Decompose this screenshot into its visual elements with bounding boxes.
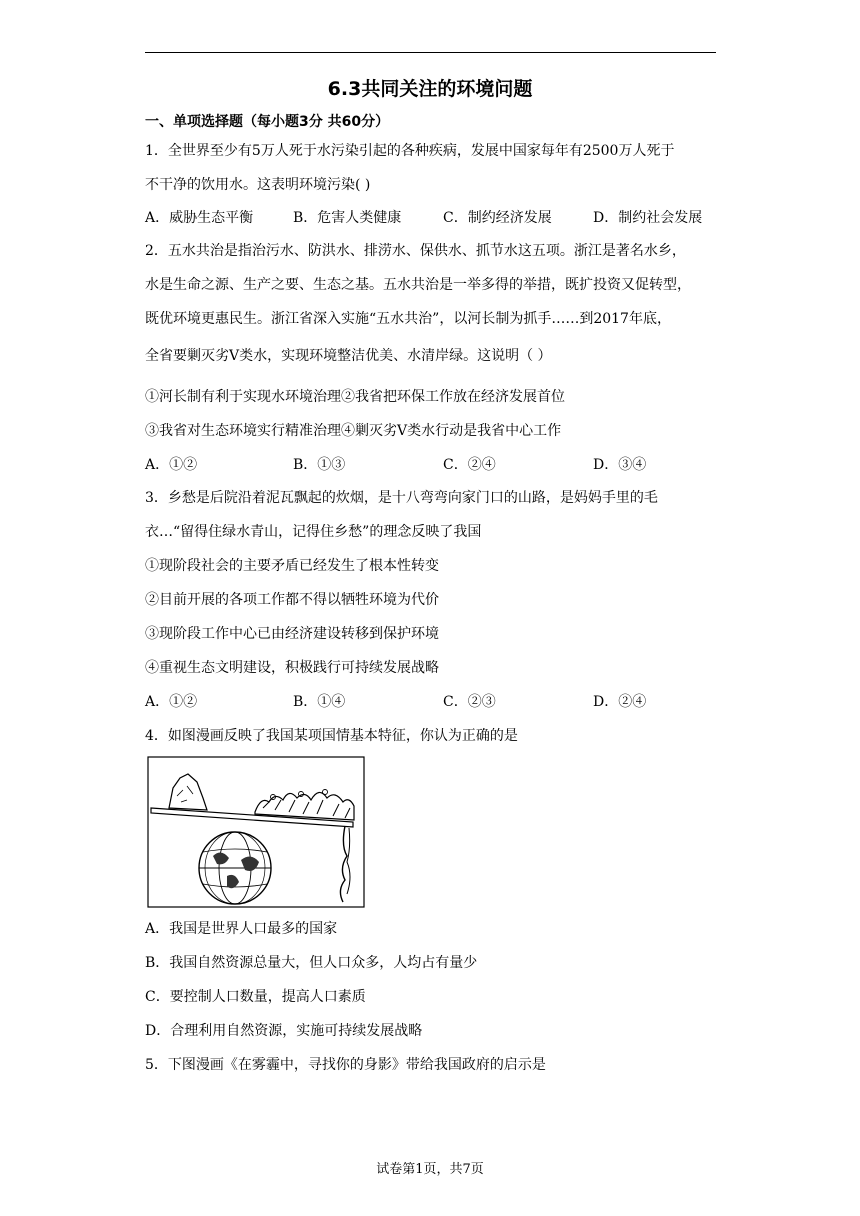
q1-option-c: C．制约经济发展	[443, 210, 552, 226]
q3-option-d: D．②④	[593, 694, 647, 710]
q3-statement-4: ④重视生态文明建设，积极践行可持续发展战略	[145, 660, 439, 676]
q3-option-a: A．①②	[145, 694, 198, 710]
q1-option-b: B．危害人类健康	[293, 210, 402, 226]
cartoon-figure	[147, 756, 365, 908]
q3-line-2: 衣…“留得住绿水青山，记得住乡愁”的理念反映了我国	[145, 524, 482, 540]
q2-line-1: 2．五水共治是指治污水、防洪水、排涝水、保供水、抓节水这五项。浙江是著名水乡，	[145, 243, 686, 259]
q4-option-c: C．要控制人口数量，提高人口素质	[145, 989, 366, 1005]
q2-option-a: A．①②	[145, 457, 198, 473]
q1-line-1: 1．全世界至少有5万人死于水污染引起的各种疾病，发展中国家每年有2500万人死于	[145, 143, 675, 159]
seesaw-globe-cartoon	[147, 756, 365, 908]
q3-option-b: B．①④	[293, 694, 346, 710]
page-footer: 试卷第1页，共7页	[376, 1162, 484, 1177]
q1-option-a: A．威胁生态平衡	[145, 210, 254, 226]
section-heading: 一、单项选择题（每小题3分 共60分）	[145, 114, 390, 130]
q2-option-d: D．③④	[593, 457, 647, 473]
q2-statement-1: ①河长制有利于实现水环境治理②我省把环保工作放在经济发展首位	[145, 389, 565, 405]
q1-option-d: D．制约社会发展	[593, 210, 703, 226]
q2-option-b: B．①③	[293, 457, 346, 473]
q2-line-3: 既优环境更惠民生。浙江省深入实施“五水共治”，以河长制为抓手……到2017年底，	[145, 311, 671, 327]
q5-line-1: 5．下图漫画《在雾霾中，寻找你的身影》带给我国政府的启示是	[145, 1057, 546, 1073]
q2-line-2: 水是生命之源、生产之要、生态之基。五水共治是一举多得的举措，既扩投资又促转型，	[145, 277, 691, 293]
header-rule	[145, 52, 716, 53]
q1-line-2: 不干净的饮用水。这表明环境污染( )	[145, 177, 371, 193]
q4-line-1: 4．如图漫画反映了我国某项国情基本特征，你认为正确的是	[145, 728, 518, 744]
q3-statement-3: ③现阶段工作中心已由经济建设转移到保护环境	[145, 626, 439, 642]
q2-line-4: 全省要剿灭劣V类水，实现环境整洁优美、水清岸绿。这说明（ ）	[145, 348, 552, 364]
q3-line-1: 3．乡愁是后院沿着泥瓦飘起的炊烟，是十八弯弯向家门口的山路，是妈妈手里的毛	[145, 490, 658, 506]
q2-option-c: C．②④	[443, 457, 496, 473]
page-title: 6.3共同关注的环境问题	[327, 78, 533, 100]
q4-option-a: A．我国是世界人口最多的国家	[145, 921, 338, 937]
q3-option-c: C．②③	[443, 694, 496, 710]
q4-option-b: B．我国自然资源总量大，但人口众多，人均占有量少	[145, 955, 478, 971]
q4-option-d: D．合理利用自然资源，实施可持续发展战略	[145, 1023, 423, 1039]
q2-statement-2: ③我省对生态环境实行精准治理④剿灭劣V类水行动是我省中心工作	[145, 423, 562, 439]
q3-statement-1: ①现阶段社会的主要矛盾已经发生了根本性转变	[145, 558, 439, 574]
q3-statement-2: ②目前开展的各项工作都不得以牺牲环境为代价	[145, 592, 439, 608]
